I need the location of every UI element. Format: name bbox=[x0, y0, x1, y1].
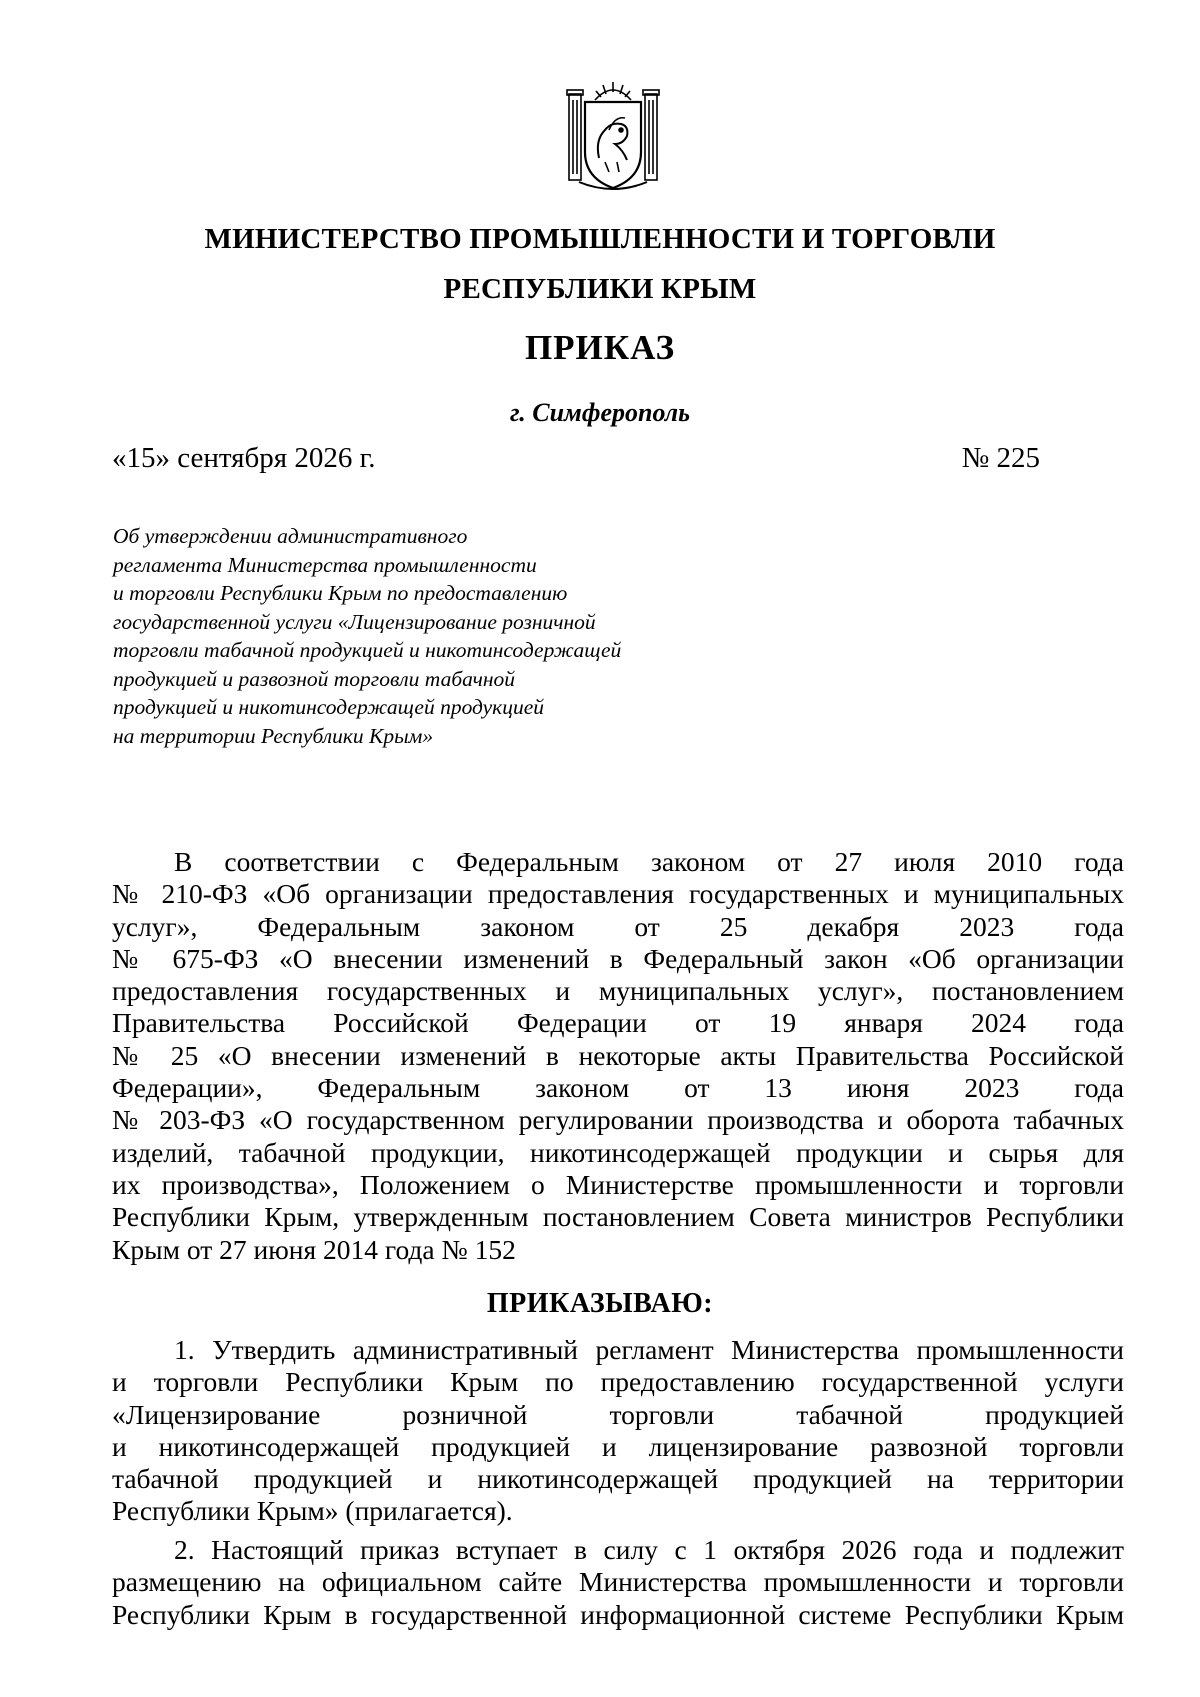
document-type-title: ПРИКАЗ bbox=[524, 328, 676, 367]
item-line: 1. Утвердить административный регламент Министерства промышленности bbox=[174, 1334, 1124, 1365]
subject-line: государственной услуги «Лицензирование розничной bbox=[113, 609, 596, 634]
ministry-name-line1: МИНИСТЕРСТВО ПРОМЫШЛЕННОСТИ И ТОРГОВЛИ bbox=[204, 223, 996, 255]
subject-line: регламента Министерства промышленности bbox=[113, 552, 537, 577]
item-line: 2. Настоящий приказ вступает в силу с 1 октября 2026 года и подлежит bbox=[174, 1534, 1124, 1565]
preamble-line: предоставления государственных и муниципальных услуг», постановлением bbox=[112, 975, 1124, 1007]
crimea-coat-of-arms-icon bbox=[565, 78, 661, 196]
order-item-2 bbox=[112, 1534, 1124, 1631]
order-item-1 bbox=[112, 1334, 1124, 1528]
subject-line: Об утверждении административного bbox=[113, 524, 468, 548]
preamble-line: Правительства Российской Федерации от 19 января 2024 года bbox=[112, 1007, 1124, 1039]
subject-line: на территории Республики Крым» bbox=[113, 723, 434, 748]
item-line: табачной продукцией и никотинсодержащей продукцией на территории bbox=[112, 1463, 1124, 1495]
preamble-line: В соответствии с Федеральным законом от 27 июля 2010 года bbox=[174, 846, 1124, 877]
command-heading: ПРИКАЗЫВАЮ: bbox=[486, 1288, 714, 1319]
subject-line: продукцией и развозной торговли табачной bbox=[113, 666, 516, 691]
subject-line: торговли табачной продукцией и никотинсодержащей bbox=[113, 638, 622, 662]
preamble-line: № 203-ФЗ «О государственном регулировании производства и оборота табачных bbox=[112, 1104, 1124, 1136]
order-date: «15» сентября 2026 г. bbox=[112, 442, 376, 474]
item-line: и торговли Республики Крым по предоставлению государственной услуги bbox=[112, 1366, 1124, 1398]
item-line: Республики Крым в государственной информационной системе Республики Крым bbox=[112, 1598, 1124, 1630]
preamble-line: услуг», Федеральным законом от 25 декабря 2023 года bbox=[112, 910, 1124, 942]
item-line: и никотинсодержащей продукцией и лицензирование развозной торговли bbox=[112, 1430, 1124, 1462]
issue-city: г. Симферополь bbox=[509, 398, 691, 427]
preamble-line: № 210-ФЗ «Об организации предоставления государственных и муниципальных bbox=[112, 878, 1124, 910]
subject-line: продукцией и никотинсодержащей продукцией bbox=[113, 695, 545, 719]
preamble-paragraph bbox=[112, 846, 1124, 1266]
item-line: «Лицензирование розничной торговли табачной продукцией bbox=[112, 1398, 1124, 1430]
order-subject bbox=[113, 522, 713, 750]
preamble-line: Крым от 27 июня 2014 года № 152 bbox=[112, 1233, 516, 1265]
subject-line: и торговли Республики Крым по предоставлению bbox=[113, 581, 568, 605]
ministry-name-line2: РЕСПУБЛИКИ КРЫМ bbox=[443, 273, 757, 305]
order-number: № 225 bbox=[961, 442, 1040, 474]
item-line: Республики Крым» (прилагается). bbox=[112, 1495, 513, 1527]
item-line: размещению на официальном сайте Министерства промышленности и торговли bbox=[112, 1566, 1124, 1598]
preamble-line: их производства», Положением о Министерстве промышленности и торговли bbox=[112, 1168, 1124, 1200]
preamble-line: изделий, табачной продукции, никотинсодержащей продукции и сырья для bbox=[112, 1136, 1124, 1168]
preamble-line: № 25 «О внесении изменений в некоторые акты Правительства Российской bbox=[112, 1039, 1124, 1071]
preamble-line: Республики Крым, утвержденным постановлением Совета министров Республики bbox=[112, 1201, 1124, 1233]
preamble-line: № 675-ФЗ «О внесении изменений в Федеральный закон «Об организации bbox=[112, 942, 1124, 974]
preamble-line: Федерации», Федеральным законом от 13 июня 2023 года bbox=[112, 1072, 1124, 1104]
